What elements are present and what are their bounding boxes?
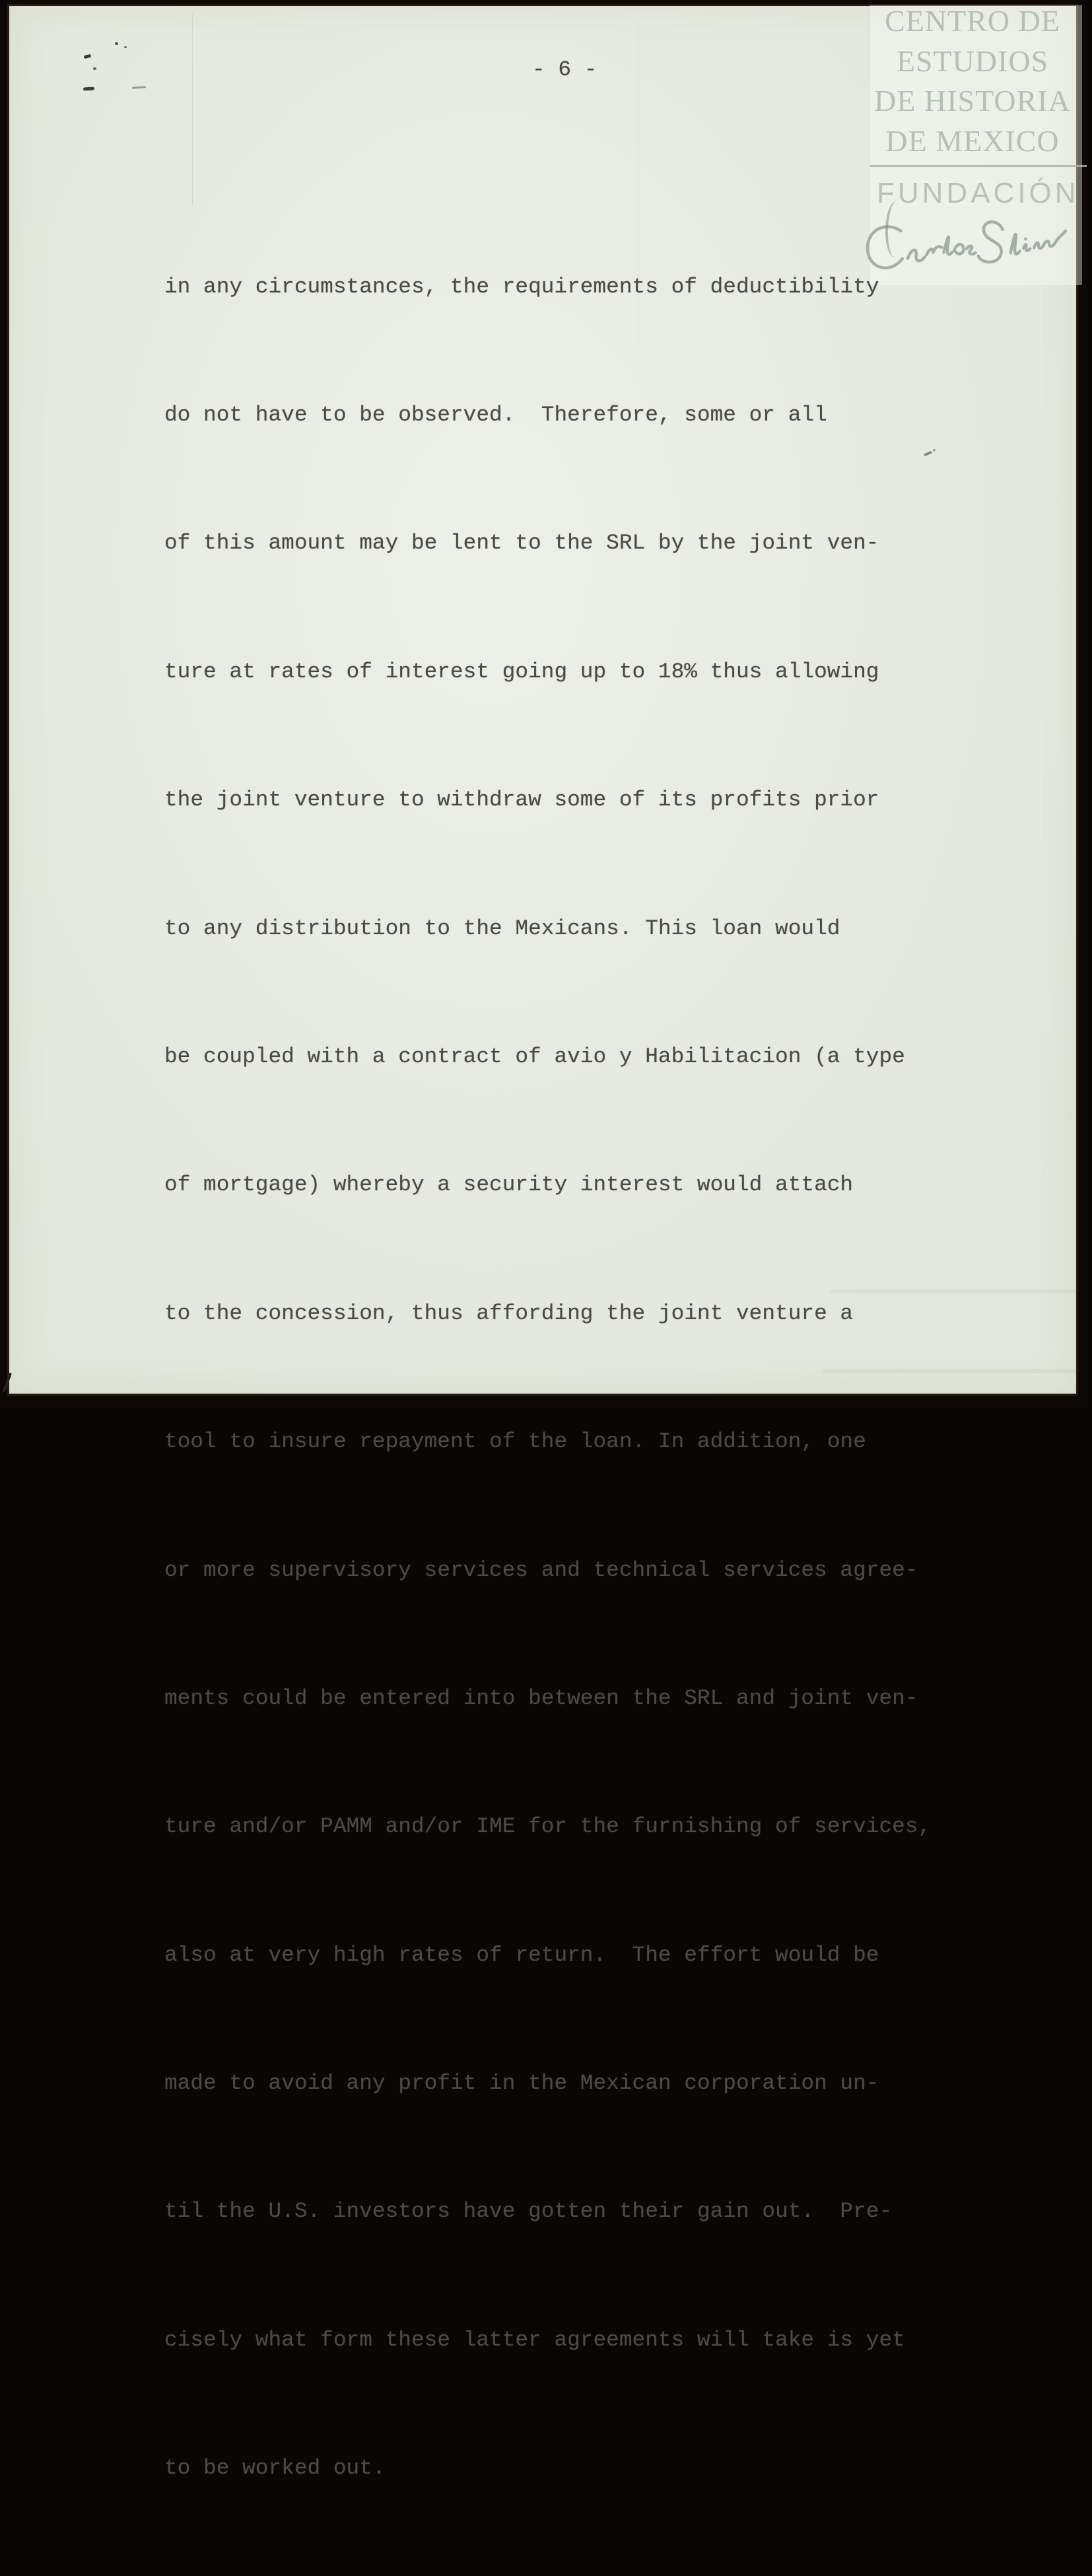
watermark-line: ESTUDIOS <box>896 44 1049 78</box>
pencil-mark <box>124 46 127 48</box>
typed-line: ture at rates of interest going up to 18% thus allowing <box>164 659 879 684</box>
typed-line: ture and/or PAMM and/or IME for the furnishing of services, <box>164 1814 932 1839</box>
typed-line: of this amount may be lent to the SRL by the joint ven- <box>164 531 879 556</box>
typed-line: made to avoid any profit in the Mexican corporation un- <box>164 2071 879 2096</box>
pencil-mark <box>115 42 118 45</box>
typed-line: tool to insure repayment of the loan. In addition, one <box>164 1429 866 1454</box>
typed-line: til the U.S. investors have gotten their gain out. Pre- <box>164 2199 893 2224</box>
typed-line: to the concession, thus affording the joint venture a <box>164 1301 854 1326</box>
pencil-tick-mark <box>933 449 936 452</box>
typed-line: to be worked out. <box>164 2456 386 2481</box>
typed-line: also at very high rates of return. The effort would be <box>164 1942 879 1967</box>
typed-line: or more supervisory services and technical services agree- <box>164 1557 918 1582</box>
typed-line: do not have to be observed. Therefore, some or all <box>164 402 827 427</box>
typed-line: in any circumstances, the requirements of deductibility <box>164 274 879 299</box>
page-number: - 6 - <box>532 57 597 82</box>
typed-line: be coupled with a contract of avio y Habilitacion (a type <box>164 1044 905 1069</box>
watermark-foundation-label: FUNDACIÓN <box>877 177 1079 209</box>
typed-line: to any distribution to the Mexicans. This loan would <box>164 916 840 941</box>
paper-crease <box>192 15 193 205</box>
watermark-line: CENTRO DE <box>885 4 1060 38</box>
pencil-mark <box>93 67 96 70</box>
typed-line: of mortgage) whereby a security interest would attach <box>164 1172 854 1198</box>
typed-body <box>164 180 931 2576</box>
watermark-institution <box>866 1 1079 161</box>
typed-line: cisely what form these latter agreements will take is yet <box>164 2327 905 2352</box>
typed-line: the joint venture to withdraw some of its profits prior <box>164 788 879 813</box>
watermark-divider-line <box>870 165 1087 167</box>
watermark-line: DE HISTORIA <box>874 84 1071 118</box>
watermark-line: DE MEXICO <box>885 123 1060 158</box>
typed-line: ments could be entered into between the SRL and joint ven- <box>164 1685 918 1711</box>
